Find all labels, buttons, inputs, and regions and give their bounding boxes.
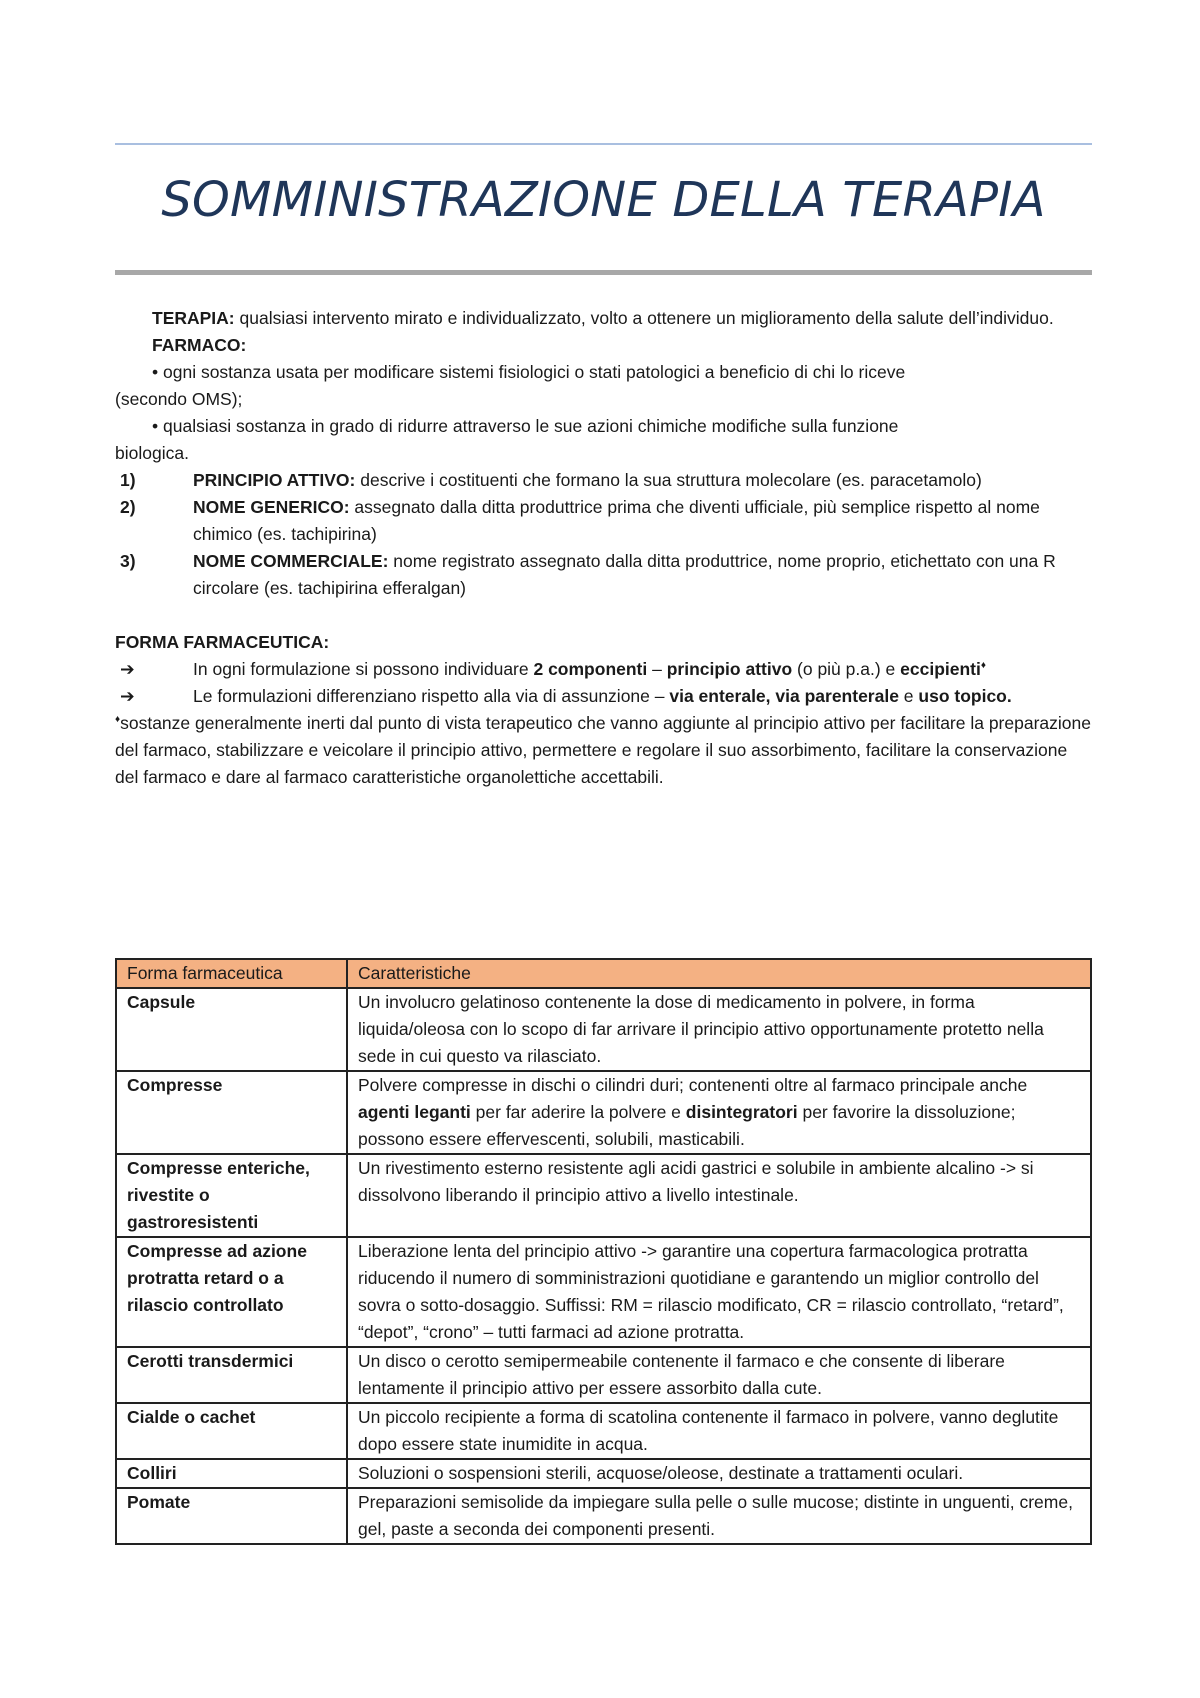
numbered-item-1 — [115, 467, 1092, 494]
item-number: 1) — [120, 470, 136, 490]
title-top-rule — [115, 143, 1092, 145]
item-label: NOME GENERICO: — [193, 497, 350, 517]
forme-farmaceutiche-table — [115, 958, 1092, 1545]
table-row — [116, 1403, 1091, 1459]
table-row — [116, 1347, 1091, 1403]
farmaco-bullet-2-continued: biologica. — [115, 443, 189, 463]
table-cell-desc: Preparazioni semisolide da impiegare sulla pelle o sulle mucose; distinte in unguenti, creme, gel, paste a seconda dei componenti presenti. — [347, 1488, 1091, 1544]
text-run-bold: uso topico. — [918, 686, 1012, 706]
table-cell-name: Cialde o cachet — [116, 1403, 347, 1459]
text-run-bold: disintegratori — [685, 1102, 798, 1122]
table-cell-desc: Un involucro gelatinoso contenente la dose di medicamento in polvere, in forma liquida/oleosa con lo scopo di far arrivare il principio attivo opportunamente protetto nella sede in cui questo va rilasciato. — [347, 988, 1091, 1071]
footnote-paragraph — [115, 710, 1092, 791]
footnote-marker: ♦ — [115, 714, 121, 726]
item-number: 2) — [120, 497, 136, 517]
forma-label: FORMA FARMACEUTICA: — [115, 632, 330, 652]
text-run: e — [898, 686, 919, 706]
text-run: In ogni formulazione si possono individuare — [193, 659, 534, 679]
table-row — [116, 1071, 1091, 1154]
terapia-label: TERAPIA: — [152, 308, 235, 328]
farmaco-bullet-2 — [115, 413, 1092, 467]
arrow-right-icon: ➔ — [120, 686, 135, 706]
item-text — [193, 548, 1092, 602]
text-run: per favorire la dissoluzione; possono essere effervescenti, solubili, masticabili. — [358, 1102, 1016, 1149]
item-body: descrive i costituenti che formano la sua struttura molecolare (es. paracetamolo) — [355, 470, 982, 490]
document-body — [115, 305, 1092, 791]
footnote-text: sostanze generalmente inerti dal punto di vista terapeutico che vanno aggiunte al principio attivo per facilitare la preparazione del farmaco, stabilizzare e veicolare il principio attivo, permettere e regolare il suo assorbimento, facilitare la conservazione del farmaco e dare al farmaco caratteristiche organolettiche accettabili. — [115, 713, 1091, 787]
table-cell-name: Cerotti transdermici — [116, 1347, 347, 1403]
forma-arrow-item-2 — [115, 683, 1092, 710]
numbered-item-3 — [115, 548, 1092, 602]
text-run: Polvere compresse in dischi o cilindri duri; contenenti oltre al farmaco principale anche — [358, 1075, 1028, 1095]
arrow-right-icon: ➔ — [120, 659, 135, 679]
title-bottom-rule — [115, 270, 1092, 275]
arrow-item-text — [193, 683, 1092, 710]
table-cell-name: Compresse enteriche, rivestite o gastroresistenti — [116, 1154, 347, 1237]
arrow-item-text — [193, 656, 1092, 683]
table-row — [116, 1459, 1091, 1488]
terapia-text: qualsiasi intervento mirato e individualizzato, volto a ottenere un miglioramento della salute dell’individuo. — [234, 308, 1054, 328]
page-title: SOMMINISTRAZIONE DELLA TERAPIA — [161, 172, 1046, 228]
table-row — [116, 1488, 1091, 1544]
table-cell-name: Colliri — [116, 1459, 347, 1488]
table-cell-desc: Un rivestimento esterno resistente agli acidi gastrici e solubile in ambiente alcalino -> si dissolvono liberando il principio attivo a livello intestinale. — [347, 1154, 1091, 1237]
farmaco-bullet-2-text: qualsiasi sostanza in grado di ridurre attraverso le sue azioni chimiche modifiche sulla funzione — [158, 416, 899, 436]
table-header-row — [116, 959, 1091, 988]
table-cell-desc: Soluzioni o sospensioni sterili, acquose/oleose, destinate a trattamenti oculari. — [347, 1459, 1091, 1488]
table-cell-name: Compresse — [116, 1071, 347, 1154]
farmaco-bullet-1 — [115, 359, 1092, 413]
table-cell-name: Pomate — [116, 1488, 347, 1544]
item-body: nome registrato assegnato dalla ditta produttrice, nome proprio, etichettato con una R circolare (es. tachipirina efferalgan) — [193, 551, 1056, 598]
forma-arrow-item-1 — [115, 656, 1092, 683]
item-label: NOME COMMERCIALE: — [193, 551, 389, 571]
text-run-bold: agenti leganti — [358, 1102, 471, 1122]
item-text — [193, 467, 1092, 494]
item-label: PRINCIPIO ATTIVO: — [193, 470, 356, 490]
table-header-cell: Forma farmaceutica — [116, 959, 347, 988]
farmaco-label: FARMACO: — [152, 335, 247, 355]
table-row — [116, 988, 1091, 1071]
text-run: – — [647, 659, 667, 679]
table-row — [116, 1154, 1091, 1237]
item-number: 3) — [120, 551, 136, 571]
table-cell-name: Compresse ad azione protratta retard o a rilascio controllato — [116, 1237, 347, 1347]
text-run-bold: 2 componenti — [533, 659, 648, 679]
table-cell-desc: Un disco o cerotto semipermeabile contenente il farmaco e che consente di liberare lentamente il principio attivo per essere assorbito dalla cute. — [347, 1347, 1091, 1403]
table-header-cell: Caratteristiche — [347, 959, 1091, 988]
terapia-paragraph — [115, 305, 1092, 332]
spacer — [115, 602, 1092, 629]
table-cell-desc — [347, 1071, 1091, 1154]
text-run-bold: eccipienti — [900, 659, 981, 679]
table-cell-desc: Liberazione lenta del principio attivo -> garantire una copertura farmacologica protratta riducendo il numero di somministrazioni quotidiane e garantendo un miglior controllo del sovra o sotto-dosaggio. Suffissi: RM = rilascio modificato, CR = rilascio controllato, “retard”, “depot”, “crono” – tutti farmaci ad azione protratta. — [347, 1237, 1091, 1347]
text-run-bold: principio attivo — [666, 659, 793, 679]
text-run: per far aderire la polvere e — [470, 1102, 686, 1122]
text-run-bold: via enterale, via parenterale — [669, 686, 899, 706]
text-run: (o più p.a.) e — [792, 659, 901, 679]
item-text — [193, 494, 1092, 548]
bullet-icon: • — [152, 362, 159, 382]
numbered-item-2 — [115, 494, 1092, 548]
text-run: Le formulazioni differenziano rispetto alla via di assunzione – — [193, 686, 670, 706]
table-cell-desc: Un piccolo recipiente a forma di scatolina contenente il farmaco in polvere, vanno deglutite dopo essere state inumidite in acqua. — [347, 1403, 1091, 1459]
item-body: assegnato dalla ditta produttrice prima che diventi ufficiale, più semplice rispetto al nome chimico (es. tachipirina) — [193, 497, 1040, 544]
table-cell-name: Capsule — [116, 988, 347, 1071]
footnote-marker: ♦ — [980, 660, 986, 672]
farmaco-bullet-1-continued: (secondo OMS); — [115, 389, 243, 409]
table-row — [116, 1237, 1091, 1347]
bullet-icon: • — [152, 416, 159, 436]
farmaco-bullet-1-text: ogni sostanza usata per modificare sistemi fisiologici o stati patologici a beneficio di chi lo riceve — [158, 362, 906, 382]
